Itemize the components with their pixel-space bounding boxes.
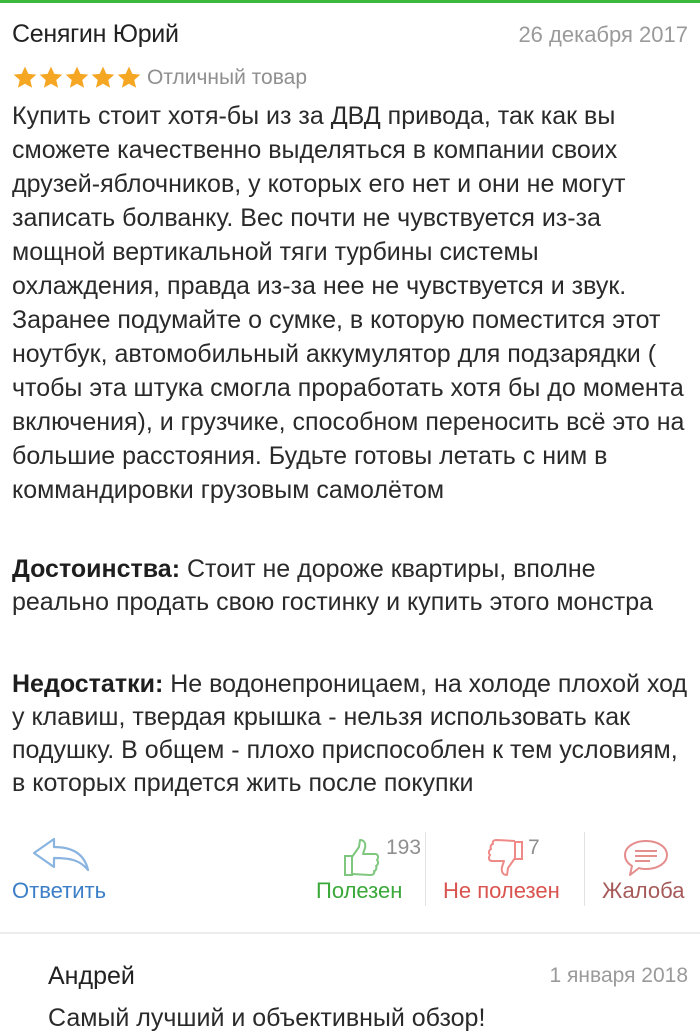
review-pros: [12, 553, 692, 619]
next-review-date: 1 января 2018: [549, 964, 688, 987]
next-review-author: Андрей: [48, 962, 135, 990]
star-icon: [38, 65, 64, 91]
review-date: 26 декабря 2017: [518, 22, 688, 47]
review-header: [12, 20, 688, 54]
star-icon: [90, 65, 116, 91]
review-author: Сенягин Юрий: [12, 20, 179, 48]
top-accent-bar: [0, 0, 700, 3]
star-rating: [12, 65, 142, 91]
star-icon: [64, 65, 90, 91]
not-useful-label: Не полезен: [443, 878, 560, 903]
thumbs-down-icon: [487, 838, 525, 883]
thumbs-up-icon: [342, 838, 380, 883]
useful-count: 193: [386, 836, 422, 859]
star-icon: [116, 65, 142, 91]
complaint-label: Жалоба: [602, 878, 685, 903]
review-cons: [12, 668, 692, 800]
not-useful-count: 7: [528, 836, 540, 859]
not-useful-button[interactable]: [443, 828, 578, 910]
rating-label: Отличный товар: [147, 66, 308, 89]
cons-label: Недостатки:: [12, 670, 164, 698]
rating-row: [12, 64, 307, 92]
reply-label: Ответить: [12, 878, 107, 903]
reply-button[interactable]: [12, 828, 132, 910]
pros-text: Стоит не дороже квартиры, вполне реально продать свою гостинку и купить этого монстра: [12, 555, 654, 616]
review-divider: [0, 932, 700, 934]
review-body: Купить стоит хотя-бы из за ДВД привода, так как вы сможете качественно выделяться в компании своих друзей-яблочников, у которых его нет и они не могут записать болванку. Вес почти не чувствуется из-за мощной вертикальной тяги турбины системы охлаждения, правда из-за нее не чувствуется и звук. Заранее подумайте о сумке, в которую поместится этот ноутбук, автомобильный аккумулятор для подзарядки ( чтобы эта штука смогла проработать хотя бы до момента включения), и грузчике, способном переносить всё это на большие расстояния. Будьте готовы летать с ним в коммандировки грузовым самолётом: [12, 102, 685, 504]
action-divider: [584, 832, 585, 906]
review-actions: [0, 828, 700, 910]
speech-bubble-icon: [622, 838, 670, 883]
useful-button[interactable]: [314, 828, 424, 910]
next-review-body: Самый лучший и объективный обзор!: [48, 1004, 486, 1032]
useful-label: Полезен: [316, 878, 403, 903]
reply-arrow-icon: [30, 836, 92, 881]
cons-text: Не водонепроницаем, на холоде плохой ход у клавиш, твердая крышка - нельзя использовать как подушку. В общем - плохо приспособлен к тем условиям, в которых придется жить после покупки: [12, 670, 688, 797]
action-divider: [425, 832, 426, 906]
complaint-button[interactable]: [600, 828, 695, 910]
star-icon: [12, 65, 38, 91]
pros-label: Достоинства:: [12, 555, 181, 583]
